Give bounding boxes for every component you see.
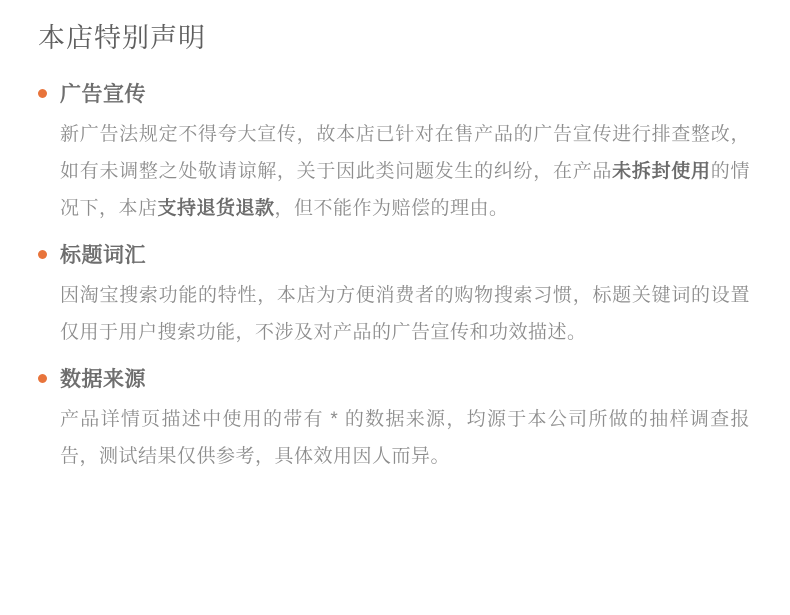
body-text: 新广告法规定不得夸大宣传，故本店已针对在售产品的广告宣传进行排查整改，如有未调整之处敬请谅解，关于因此类问题发生的纠纷，在产品	[60, 124, 750, 182]
body-text: ，但不能作为赔偿的理由。	[274, 198, 509, 219]
emphasized-text: 支持退货退款	[157, 198, 275, 219]
bullet-dot-icon	[38, 250, 47, 259]
section-title: 数据来源	[60, 368, 146, 391]
section-body	[36, 277, 750, 351]
bullet-dot-icon	[38, 89, 47, 98]
emphasized-text: 未拆封使用	[612, 161, 711, 182]
body-text: 产品详情页描述中使用的带有 * 的数据来源，均源于本公司所做的抽样调查报告，测试结果仅供参考，具体效用因人而异。	[60, 409, 750, 467]
section-title: 广告宣传	[60, 83, 146, 106]
bullet-dot-icon	[38, 374, 47, 383]
section-header	[36, 241, 750, 271]
statement-section	[36, 365, 750, 475]
page-title: 本店特别声明	[38, 23, 206, 53]
section-body	[36, 116, 750, 227]
section-header	[36, 80, 750, 110]
section-title: 标题词汇	[60, 244, 146, 267]
section-header	[36, 365, 750, 395]
body-text: 因淘宝搜索功能的特性，本店为方便消费者的购物搜索习惯，标题关键词的设置仅用于用户搜索功能，不涉及对产品的广告宣传和功效描述。	[60, 285, 750, 343]
statement-section	[36, 80, 750, 227]
section-body	[36, 401, 750, 475]
sections-container	[36, 80, 750, 475]
body-text: 的情况下，本店	[60, 161, 750, 219]
statement-section	[36, 241, 750, 351]
